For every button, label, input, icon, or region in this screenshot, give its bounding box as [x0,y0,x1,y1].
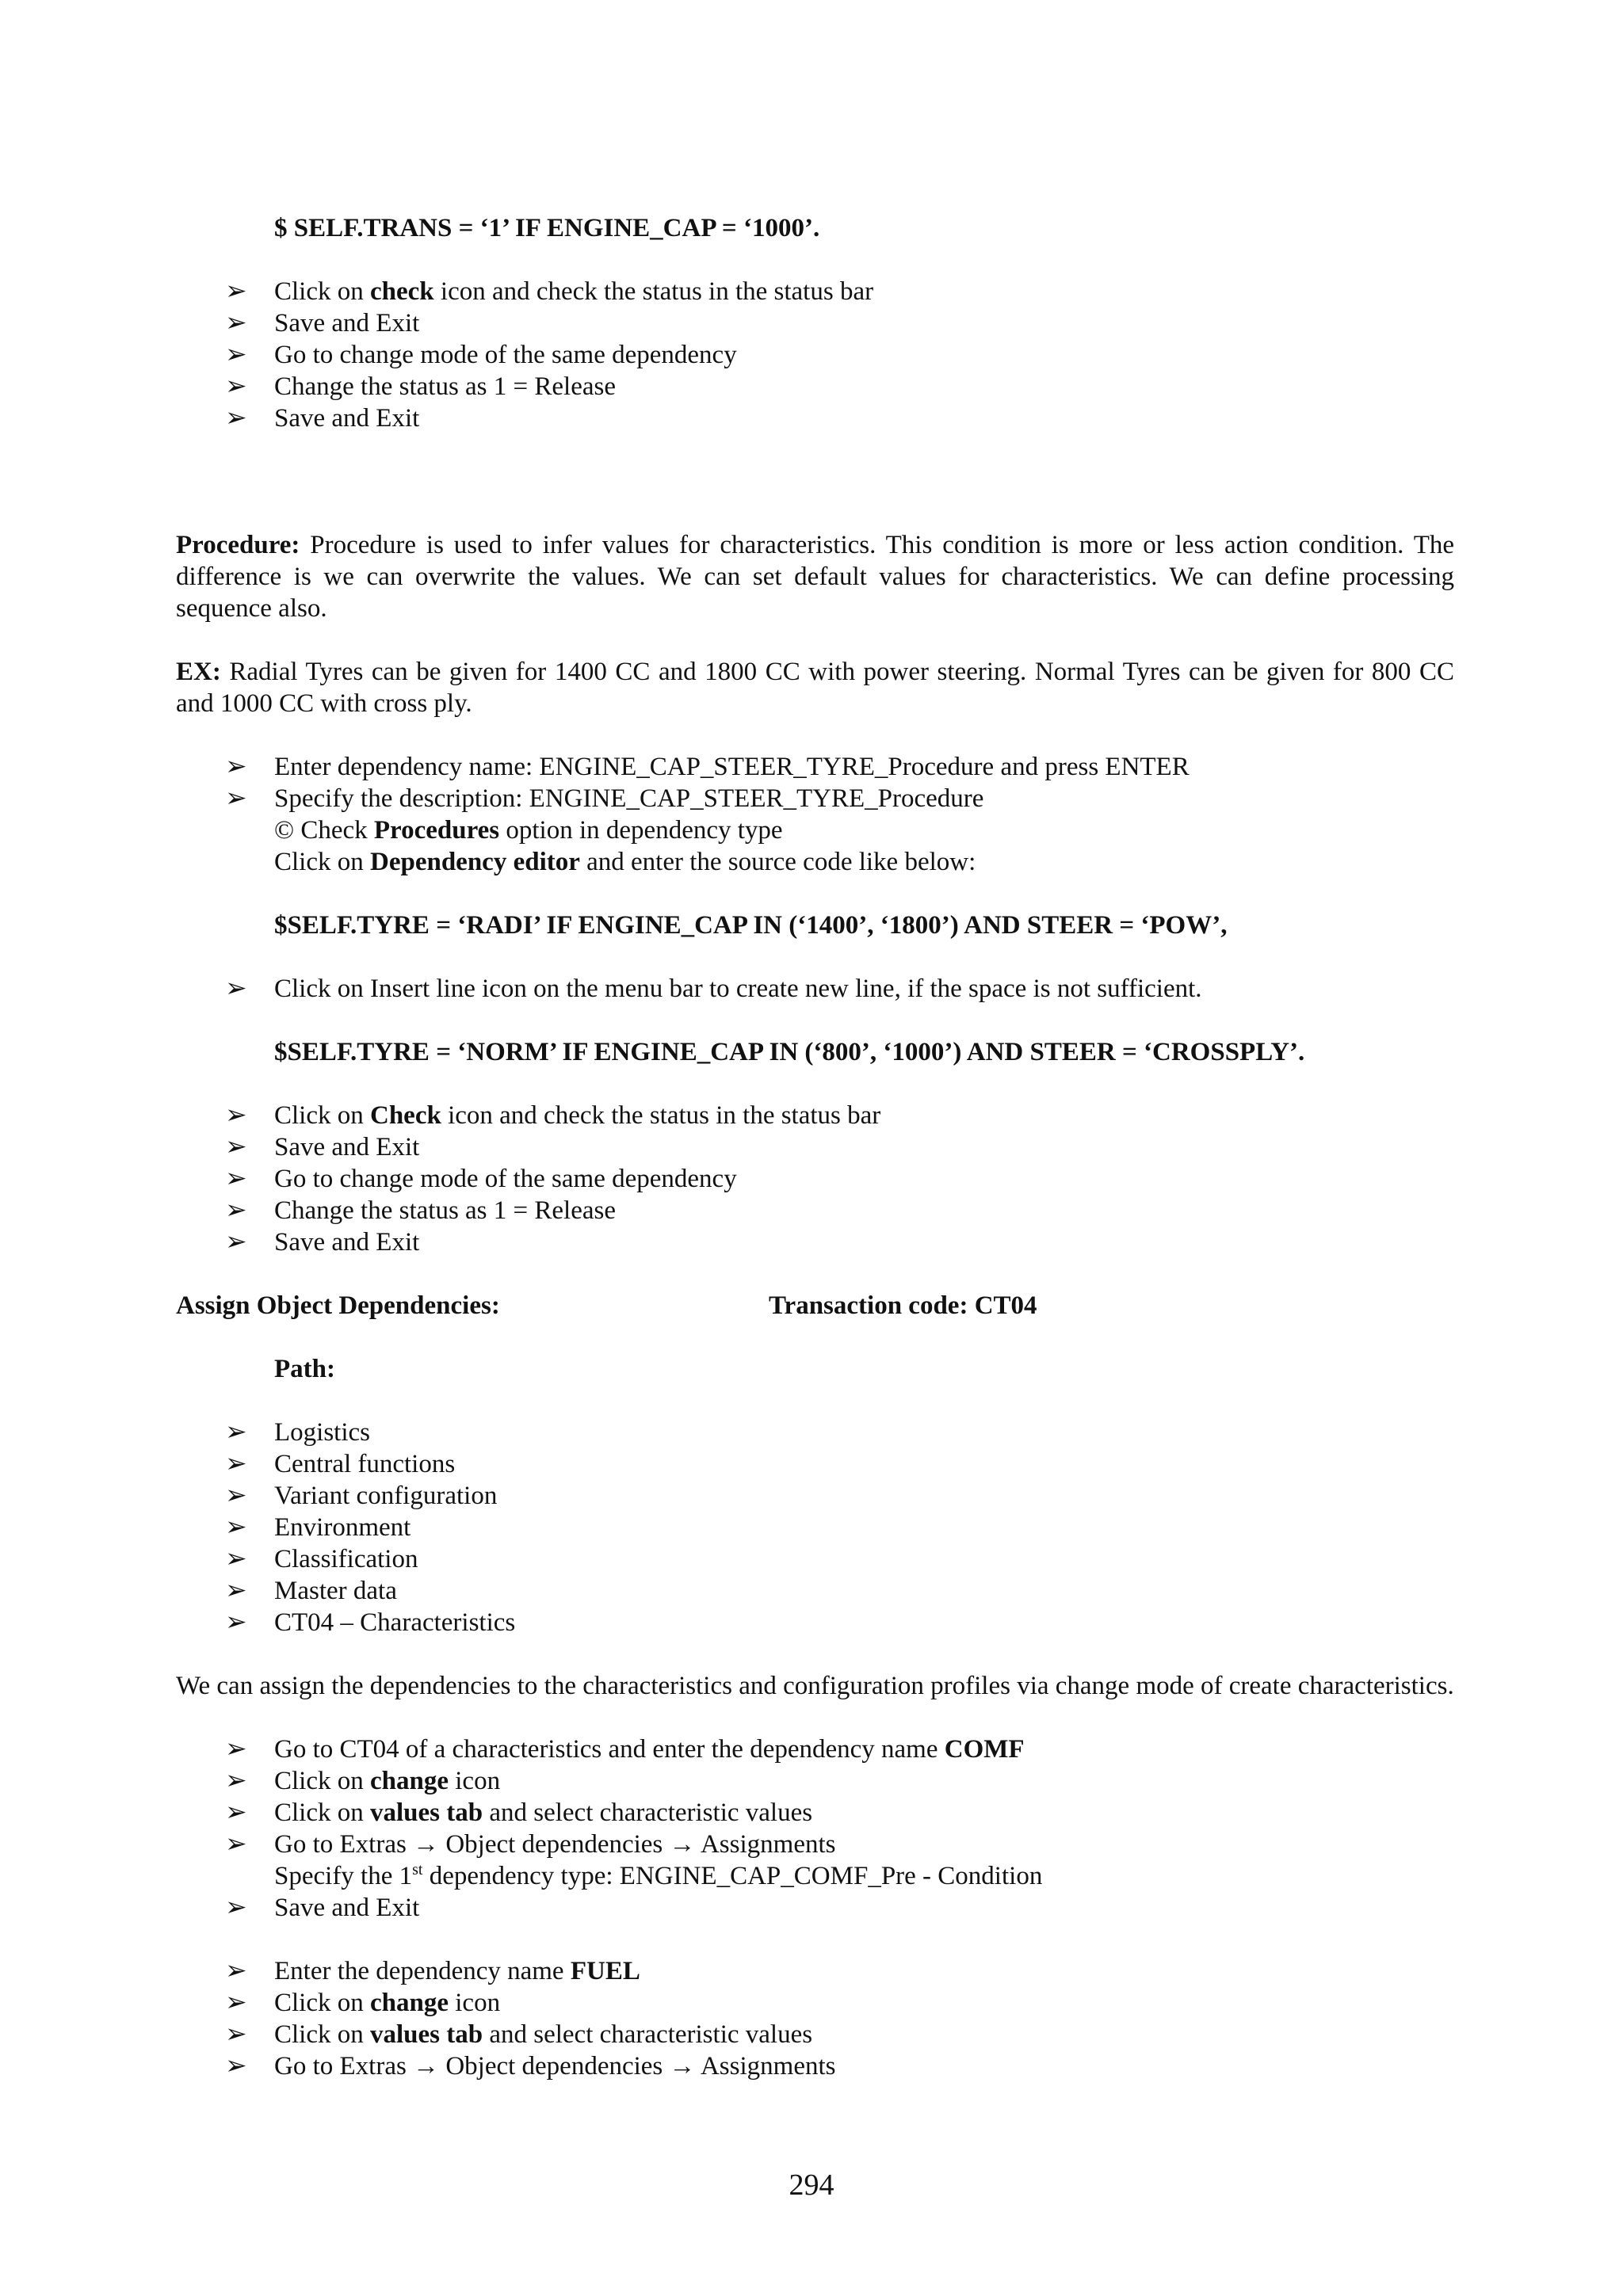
list-item: ➢ Click on values tab and select characteristic values [225,1798,813,1827]
list-continuation: Specify the 1st dependency type: ENGINE_CAP_COMF_Pre - Condition [274,1861,1043,1890]
list-item: ➢ Specify the description: ENGINE_CAP_STEER_TYRE_Procedure [225,784,984,813]
bullet-arrow-icon: ➢ [225,1798,247,1827]
list-item: ➢ Go to CT04 of a characteristics and enter the dependency name COMF [225,1735,1025,1764]
bullet-arrow-icon: ➢ [225,1513,247,1542]
list-item: ➢ Click on Insert line icon on the menu bar to create new line, if the space is not sufficient. [225,974,1202,1003]
arrow-right-icon: → [669,2052,696,2081]
path-list [176,1417,1454,1638]
bullet-arrow-icon: ➢ [225,372,247,401]
procedure-paragraph: Procedure: Procedure is used to infer values for characteristics. This condition is more or less action condition. The difference is we can overwrite the values. We can set default values for characteristics. We can define processing sequence also. [176,531,1454,623]
list-item: ➢ Go to change mode of the same dependency [225,1165,737,1193]
bullet-arrow-icon: ➢ [225,1165,247,1193]
list-item: ➢ Save and Exit [225,1228,420,1257]
code-tyre-norm: $SELF.TYRE = ‘NORM’ IF ENGINE_CAP IN (‘800’, ‘1000’) AND STEER = ‘CROSSPLY’. [274,1038,1305,1066]
steps-list-4 [176,1100,1454,1258]
bullet-arrow-icon: ➢ [225,1545,247,1573]
code-self-trans: $ SELF.TRANS = ‘1’ IF ENGINE_CAP = ‘1000’. [274,214,820,242]
list-item: ➢ Change the status as 1 = Release [225,1196,616,1225]
steps-list-1 [176,276,1454,434]
bullet-arrow-icon: ➢ [225,784,247,813]
document-page [176,212,1454,2082]
arrow-right-icon: → [413,2052,440,2081]
bullet-arrow-icon: ➢ [225,341,247,369]
procedure-label: Procedure: [176,531,300,559]
list-item: ➢ Central functions [225,1450,456,1478]
bullet-arrow-icon: ➢ [225,1830,247,1859]
steps-list-5 [176,1733,1454,1860]
list-item: ➢ Click on change icon [225,1989,501,2017]
arrow-right-icon: → [669,1830,696,1859]
bullet-arrow-icon: ➢ [225,1577,247,1605]
list-continuation: Click on Dependency editor and enter the source code like below: [274,848,976,876]
example-paragraph: EX: Radial Tyres can be given for 1400 CC and 1800 CC with power steering. Normal Tyres can be given for 800 CC and 1000 CC with cross ply. [176,658,1454,718]
list-item: ➢ Save and Exit [225,1133,420,1161]
bullet-arrow-icon: ➢ [225,2052,247,2081]
bullet-arrow-icon: ➢ [225,2020,247,2049]
bullet-arrow-icon: ➢ [225,404,247,433]
bullet-arrow-icon: ➢ [225,277,247,306]
list-item: ➢ Classification [225,1545,418,1573]
assign-title: Assign Object Dependencies: [176,1291,500,1320]
list-item: ➢ Click on check icon and check the status in the status bar [225,277,874,306]
list-item: ➢ Go to change mode of the same dependency [225,341,737,369]
bullet-arrow-icon: ➢ [225,309,247,338]
transaction-code: Transaction code: CT04 [769,1291,1037,1320]
list-item: ➢ Logistics [225,1418,370,1447]
bullet-arrow-icon: ➢ [225,1957,247,1985]
code-tyre-radi: $SELF.TYRE = ‘RADI’ IF ENGINE_CAP IN (‘1400’, ‘1800’) AND STEER = ‘POW’, [274,911,1228,940]
bullet-arrow-icon: ➢ [225,1767,247,1795]
bullet-arrow-icon: ➢ [225,1482,247,1510]
bullet-arrow-icon: ➢ [225,974,247,1003]
list-item: ➢ Click on values tab and select characteristic values [225,2020,813,2049]
list-item: ➢ Go to Extras → Object dependencies → Assignments [225,2052,836,2081]
example-label: EX: [176,658,221,686]
list-item: ➢ Enter the dependency name FUEL [225,1957,640,1985]
list-item: ➢ Click on Check icon and check the status in the status bar [225,1101,881,1130]
list-item: ➢ CT04 – Characteristics [225,1608,516,1637]
bullet-arrow-icon: ➢ [225,1133,247,1161]
bullet-arrow-icon: ➢ [225,1989,247,2017]
steps-list-6 [176,1955,1454,2082]
assign-heading [176,1290,1454,1322]
list-item: ➢ Enter dependency name: ENGINE_CAP_STEER_TYRE_Procedure and press ENTER [225,753,1190,781]
path-label: Path: [274,1355,335,1383]
list-item: ➢ Save and Exit [225,309,420,338]
bullet-arrow-icon: ➢ [225,1101,247,1130]
list-item: ➢ Master data [225,1577,397,1605]
bullet-arrow-icon: ➢ [225,1418,247,1447]
list-continuation: © Check Procedures option in dependency type [274,816,783,845]
bullet-arrow-icon: ➢ [225,753,247,781]
list-item: ➢ Go to Extras → Object dependencies → Assignments [225,1830,836,1859]
list-item: ➢ Save and Exit [225,404,420,433]
list-item: ➢ Variant configuration [225,1482,498,1510]
bullet-arrow-icon: ➢ [225,1228,247,1257]
page-number: 294 [789,2168,834,2202]
bullet-arrow-icon: ➢ [225,1196,247,1225]
assign-paragraph: We can assign the dependencies to the characteristics and configuration profiles via change mode of create characteristics. [176,1672,1454,1700]
bullet-arrow-icon: ➢ [225,1608,247,1637]
list-item: ➢ Save and Exit [225,1894,420,1922]
list-item: ➢ Click on change icon [225,1767,501,1795]
steps-list-3 [176,973,1454,1005]
arrow-right-icon: → [413,1830,440,1859]
bullet-arrow-icon: ➢ [225,1894,247,1922]
list-item: ➢ Change the status as 1 = Release [225,372,616,401]
bullet-arrow-icon: ➢ [225,1735,247,1764]
steps-list-5b [176,1892,1454,1924]
list-item: ➢ Environment [225,1513,411,1542]
steps-list-2 [176,751,1454,814]
bullet-arrow-icon: ➢ [225,1450,247,1478]
